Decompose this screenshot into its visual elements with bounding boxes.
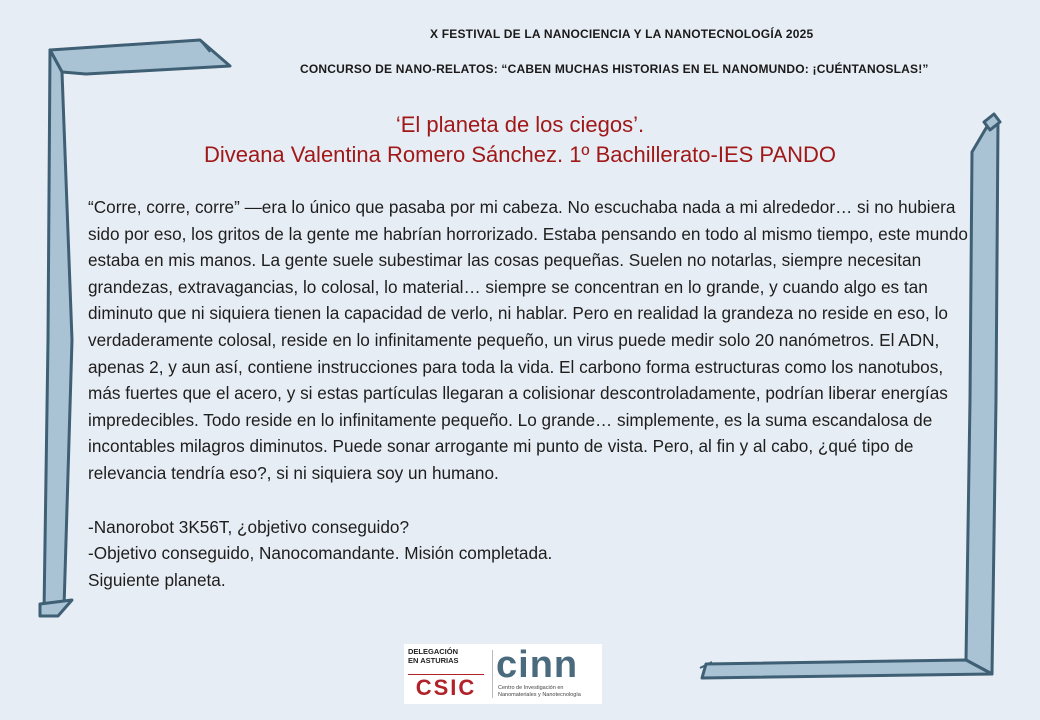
story-paragraph: “Corre, corre, corre” —era lo único que pasaba por mi cabeza. No escuchaba nada a mi alrededor… si no hubiera sido por eso, los gritos de la gente me habrían horrorizado. Estaba pensando en todo al mismo tiempo, este mundo estaba en mis manos. La gente suele subestimar las cosas pequeñas. Suelen no notarlas, siempre necesitan grandezas, extravagancias, lo colosal, lo material… siempre se concentran en lo grande, y cuando algo es tan diminuto que ni siquiera tienen la capacidad de verlo, ni hablar. Pero en realidad la grandeza no reside en eso, lo verdaderamente colosal, reside en lo infinitamente pequeño, un virus puede medir solo 20 nanómetros. El ADN, apenas 2, y aun así, contiene instrucciones para toda la vida. El carbono forma estructuras como los nanotubos, más fuertes que el acero, y si estas partículas llegaran a colisionar descontroladamente, podrían liberar energías impredecibles. Todo reside en lo infinitamente pequeño. Lo grande… simplemente, es la suma escandalosa de incontables milagros diminutos. Puede sonar arrogante mi punto de vista. Pero, al fin y al cabo, ¿qué tipo de relevancia tendría eso?, si ni siquiera soy un humano. xyxy=(88,197,968,483)
story-title-block xyxy=(0,110,1040,170)
sponsor-logos xyxy=(404,644,602,704)
dialogue-line-1: -Nanorobot 3K56T, ¿objetivo conseguido? xyxy=(88,516,410,537)
csic-delegation-label: DELEGACIÓN EN ASTURIAS xyxy=(408,647,459,665)
csic-logo: CSIC xyxy=(408,674,484,701)
dialogue-line-2: -Objetivo conseguido, Nanocomandante. Misión completada. xyxy=(88,543,553,564)
frame-bottom-band xyxy=(702,660,992,678)
cinn-logo: cinn xyxy=(496,644,579,686)
festival-header: X FESTIVAL DE LA NANOCIENCIA Y LA NANOTECNOLOGÍA 2025 xyxy=(430,27,814,41)
contest-header: CONCURSO DE NANO-RELATOS: “CABEN MUCHAS HISTORIAS EN EL NANOMUNDO: ¡CUÉNTANOSLAS!” xyxy=(300,62,929,76)
frame-right-band xyxy=(966,118,998,674)
author-line: Diveana Valentina Romero Sánchez. 1º Bachillerato-IES PANDO xyxy=(203,142,837,167)
logo-divider xyxy=(492,650,493,698)
story-body xyxy=(88,194,968,593)
frame-bottom-left-band xyxy=(40,600,72,616)
story-title: ‘El planeta de los ciegos’. xyxy=(395,112,645,137)
cinn-subtitle: Centro de Investigación en Nanomateriales y Nanotecnología xyxy=(498,685,581,698)
paragraph-spacer xyxy=(88,487,968,514)
closing-line: Siguiente planeta. xyxy=(88,569,226,590)
